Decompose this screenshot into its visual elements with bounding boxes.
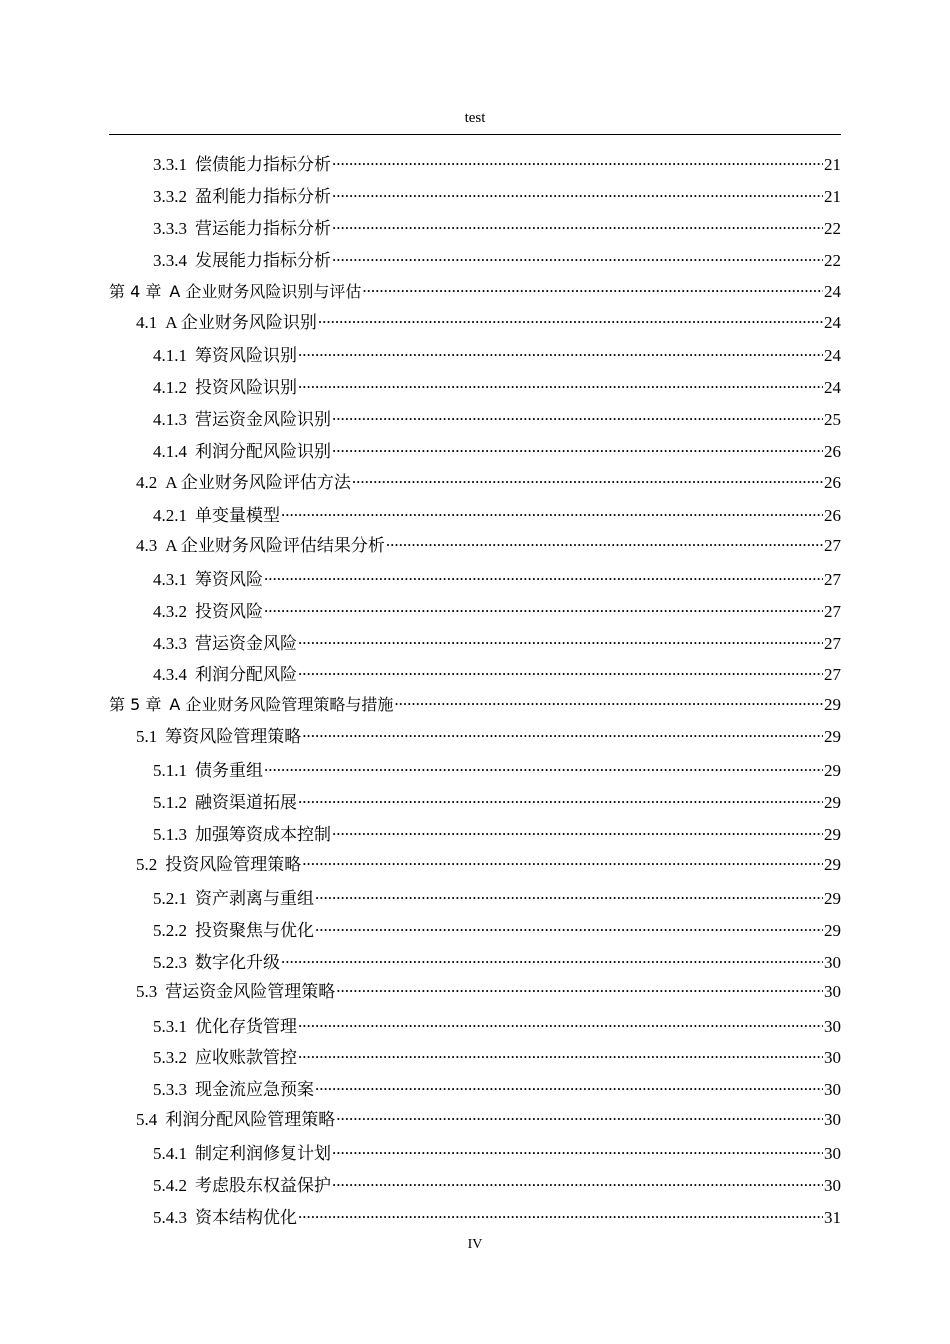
toc-entry-page: 30 [824,953,841,973]
toc-entry-number: 5.2 [136,855,158,875]
toc-entry-page: 27 [824,602,841,622]
toc-entry[interactable] [109,884,841,909]
toc-dot-leader [298,373,823,393]
toc-entry-title: 筹资风险识别 [195,346,297,366]
toc-entry[interactable] [109,468,841,493]
toc-dot-leader [336,977,823,997]
toc-entry-title: 营运资金风险识别 [195,410,331,430]
toc-entry-title: 投资风险识别 [195,378,297,398]
toc-entry-title: 利润分配风险 [195,665,297,685]
toc-entry[interactable] [109,722,841,747]
toc-entry[interactable] [109,850,841,875]
toc-entry-title: 发展能力指标分析 [195,251,331,271]
toc-entry-page: 22 [824,219,841,239]
toc-entry-page: 25 [824,410,841,430]
toc-entry-number: 3.3.1 [153,155,187,175]
toc-dot-leader [386,531,823,551]
toc-entry[interactable] [109,531,841,556]
toc-dot-leader [281,501,823,521]
toc-entry[interactable] [109,629,841,654]
toc-entry-title: 优化存货管理 [195,1017,297,1037]
toc-entry[interactable] [109,1203,841,1228]
toc-entry-page: 27 [824,665,841,685]
toc-entry-number: 4.2 [136,473,158,493]
toc-entry-page: 29 [824,793,841,813]
toc-entry[interactable] [109,916,841,941]
toc-entry-title: 应收账款管控 [195,1048,297,1068]
toc-entry-title: 债务重组 [195,761,263,781]
toc-entry-title: 单变量模型 [195,506,280,526]
toc-entry-title: A 企业财务风险识别 [165,313,317,333]
toc-dot-leader [264,565,823,585]
page-header: test [464,110,486,126]
toc-dot-leader [298,1012,823,1032]
toc-entry-number: 4.3 [136,536,158,556]
toc-entry-page: 29 [824,855,841,875]
toc-entry-page: 30 [824,1048,841,1068]
toc-dot-leader [298,660,823,680]
toc-entry-number: 5.3.3 [153,1080,187,1100]
toc-dot-leader [332,405,823,425]
toc-entry-number: 5.3.2 [153,1048,187,1068]
toc-entry-number: 5.2.1 [153,889,187,909]
toc-dot-leader [281,948,823,968]
toc-entry-page: 29 [824,921,841,941]
toc-entry-number: 第 5 章 [109,695,162,715]
toc-dot-leader [302,722,823,742]
toc-entry[interactable] [109,150,841,175]
toc-entry-number: 5.3 [136,982,158,1002]
toc-entry-title: 投资风险管理策略 [165,855,302,875]
toc-entry[interactable] [109,373,841,398]
toc-entry-number: 4.1.4 [153,442,187,462]
toc-entry-page: 29 [824,825,841,845]
toc-entry-page: 30 [824,1080,841,1100]
toc-entry-number: 5.4 [136,1110,158,1130]
toc-entry[interactable] [109,437,841,462]
toc-dot-leader [332,182,823,202]
toc-entry-number: 5.4.1 [153,1144,187,1164]
toc-entry-number: 3.3.3 [153,219,187,239]
toc-entry-page: 30 [824,982,841,1002]
toc-entry-page: 26 [824,473,841,493]
toc-dot-leader [332,1139,823,1159]
toc-entry-page: 29 [824,761,841,781]
toc-entry-number: 5.1.2 [153,793,187,813]
toc-entry-title: 营运资金风险管理策略 [165,982,336,1002]
toc-entry-page: 27 [824,570,841,590]
page-number: IV [467,1237,483,1252]
toc-entry-number: 4.1.2 [153,378,187,398]
toc-entry-title: 投资聚焦与优化 [195,921,314,941]
toc-entry-page: 22 [824,251,841,271]
toc-dot-leader [302,850,823,870]
toc-dot-leader [264,756,823,776]
toc-entry-title: 资产剥离与重组 [195,889,314,909]
toc-entry-number: 5.1.3 [153,825,187,845]
toc-entry[interactable] [109,182,841,207]
toc-entry-number: 5.3.1 [153,1017,187,1037]
toc-entry-page: 31 [824,1208,841,1228]
toc-entry-title: 加强筹资成本控制 [195,825,331,845]
toc-dot-leader [332,150,823,170]
toc-entry[interactable] [109,820,841,845]
toc-entry[interactable] [109,597,841,622]
toc-entry-title: 资本结构优化 [195,1208,297,1228]
toc-entry-title: 营运资金风险 [195,634,297,654]
toc-entry[interactable] [109,788,841,813]
toc-entry-title: A 企业财务风险评估结果分析 [165,536,385,556]
toc-entry-title: 投资风险 [195,602,263,622]
toc-dot-leader [298,1203,823,1223]
toc-entry-page: 30 [824,1176,841,1196]
toc-entry[interactable] [109,1171,841,1196]
toc-entry[interactable] [109,1012,841,1037]
toc-entry-page: 24 [824,346,841,366]
toc-dot-leader [315,1075,823,1095]
toc-entry-page: 29 [824,695,841,715]
table-of-contents [109,150,841,1240]
toc-entry-title: 考虑股东权益保护 [195,1176,331,1196]
toc-entry-number: 5.1 [136,727,158,747]
toc-entry[interactable] [109,214,841,239]
toc-entry-page: 27 [824,634,841,654]
toc-entry-number: 4.1.1 [153,346,187,366]
toc-entry[interactable] [109,1043,841,1068]
toc-entry-title: 偿债能力指标分析 [195,155,331,175]
toc-entry-page: 21 [824,155,841,175]
toc-entry-page: 29 [824,727,841,747]
toc-entry-page: 29 [824,889,841,909]
header-rule [109,134,841,135]
toc-dot-leader [318,308,823,328]
toc-entry[interactable] [109,1139,841,1164]
toc-entry[interactable] [109,501,841,526]
toc-dot-leader [352,468,823,488]
toc-entry-page: 27 [824,536,841,556]
toc-entry[interactable] [109,405,841,430]
toc-entry-number: 3.3.2 [153,187,187,207]
toc-entry-number: 5.4.2 [153,1176,187,1196]
toc-entry-number: 4.2.1 [153,506,187,526]
toc-entry[interactable] [109,756,841,781]
toc-entry-number: 5.1.1 [153,761,187,781]
toc-entry-page: 26 [824,506,841,526]
toc-dot-leader [332,214,823,234]
toc-entry[interactable] [109,277,841,302]
toc-entry-number: 5.2.2 [153,921,187,941]
toc-entry-number: 4.1 [136,313,158,333]
toc-dot-leader [315,916,823,936]
toc-entry-title: 利润分配风险识别 [195,442,331,462]
toc-entry-number: 4.3.3 [153,634,187,654]
toc-entry-title: 利润分配风险管理策略 [165,1110,336,1130]
toc-entry-number: 4.3.1 [153,570,187,590]
toc-dot-leader [332,820,823,840]
toc-entry[interactable] [109,1105,841,1130]
toc-entry[interactable] [109,565,841,590]
toc-dot-leader [336,1105,823,1125]
toc-entry-number: 5.4.3 [153,1208,187,1228]
toc-dot-leader [362,277,823,297]
toc-entry-number: 3.3.4 [153,251,187,271]
toc-dot-leader [298,788,823,808]
toc-dot-leader [298,341,823,361]
toc-entry-page: 24 [824,282,841,302]
toc-entry-title: 融资渠道拓展 [195,793,297,813]
toc-dot-leader [332,1171,823,1191]
toc-entry-title: 筹资风险 [195,570,263,590]
toc-entry[interactable] [109,1075,841,1100]
toc-entry-number: 4.1.3 [153,410,187,430]
toc-entry-title: 筹资风险管理策略 [165,727,302,747]
toc-entry-title: 制定利润修复计划 [195,1144,331,1164]
toc-dot-leader [332,437,823,457]
toc-entry-number: 第 4 章 [109,282,162,302]
toc-dot-leader [298,629,823,649]
toc-dot-leader [332,246,823,266]
toc-entry-number: 5.2.3 [153,953,187,973]
toc-dot-leader [264,597,823,617]
toc-entry-page: 24 [824,378,841,398]
toc-entry-title: A 企业财务风险管理策略与措施 [169,695,394,715]
toc-entry-page: 30 [824,1017,841,1037]
toc-entry-title: 盈利能力指标分析 [195,187,331,207]
toc-dot-leader [315,884,823,904]
toc-entry-number: 4.3.4 [153,665,187,685]
toc-entry[interactable] [109,341,841,366]
toc-entry-title: 数字化升级 [195,953,280,973]
toc-entry-title: A 企业财务风险识别与评估 [169,282,362,302]
toc-entry[interactable] [109,977,841,1002]
toc-entry[interactable] [109,690,841,715]
toc-entry-page: 30 [824,1110,841,1130]
toc-entry[interactable] [109,948,841,973]
toc-dot-leader [394,690,823,710]
toc-entry-page: 30 [824,1144,841,1164]
toc-entry[interactable] [109,246,841,271]
toc-dot-leader [298,1043,823,1063]
toc-entry-page: 24 [824,313,841,333]
toc-entry-title: A 企业财务风险评估方法 [165,473,351,493]
toc-entry-number: 4.3.2 [153,602,187,622]
toc-entry-title: 现金流应急预案 [195,1080,314,1100]
toc-entry-page: 26 [824,442,841,462]
toc-entry-title: 营运能力指标分析 [195,219,331,239]
toc-entry[interactable] [109,308,841,333]
toc-entry-page: 21 [824,187,841,207]
toc-entry[interactable] [109,660,841,685]
